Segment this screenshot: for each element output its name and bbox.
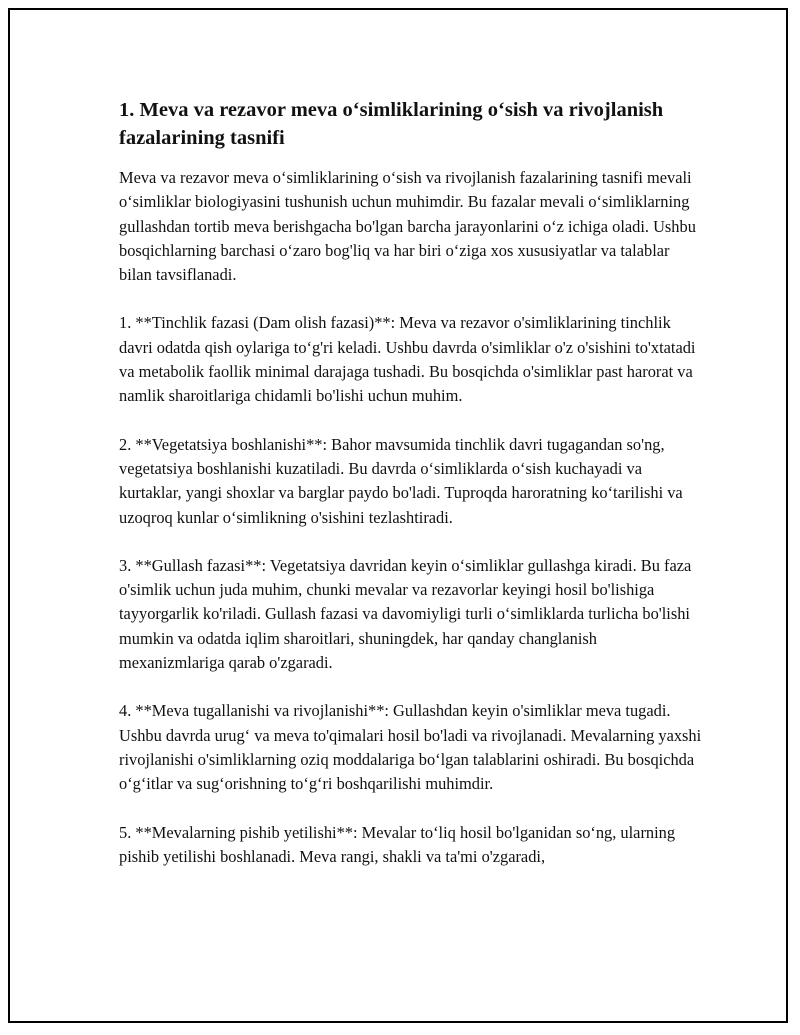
paragraph-fruit-set: 4. **Meva tugallanishi va rivojlanishi**: Gullashdan keyin o'simliklar meva tugadi. Ushbu davrda urug‘ va meva to'qimalari hosil bo'ladi va rivojlanadi. Mevalarning yaxshi rivojlanishi o'simliklarning oziq moddalariga bo‘lgan talablarini oshiradi. Bu bosqichda o‘g‘itlar va sug‘orishning to‘g‘ri boshqarilishi muhimdir. <box>119 701 702 794</box>
section-heading: 1. Meva va rezavor meva o‘simliklarining o‘sish va rivojlanish fazalarining tasnifi <box>119 99 664 149</box>
paragraph-fruit-ripening: 5. **Mevalarning pishib yetilishi**: Mevalar to‘liq hosil bo'lganidan so‘ng, ularning pishib yetilishi boshlanadi. Meva rangi, shakli va ta'mi o'zgaradi, <box>119 822 676 866</box>
document-body <box>119 96 704 869</box>
document-page <box>8 8 788 1023</box>
paragraph-vegetation-start: 2. **Vegetatsiya boshlanishi**: Bahor mavsumida tinchlik davri tugagandan so'ng, vegetatsiya boshlanishi kuzatiladi. Bu davrda o‘simliklarda o‘sish kuchayadi va kurtaklar, yangi shoxlar va barglar paydo bo'ladi. Tuproqda haroratning ko‘tarilishi va uzoqroq kunlar o‘simlikning o'sishini tezlashtiradi. <box>119 434 683 527</box>
paragraph-rest-phase: 1. **Tinchlik fazasi (Dam olish fazasi)**: Meva va rezavor o'simliklarining tinchlik davri odatda qish oylariga to‘g'ri keladi. Ushbu davrda o'simliklar o'z o'sishini to'xtatadi va metabolik faollik minimal darajaga tushadi. Bu bosqichda o'simliklar past harorat va namlik sharoitlariga chidamli bo'lishi uchun muhim. <box>119 313 696 406</box>
paragraph-flowering-phase: 3. **Gullash fazasi**: Vegetatsiya davridan keyin o‘simliklar gullashga kiradi. Bu faza o'simlik uchun juda muhim, chunki mevalar va rezavorlar keyingi hosil bo'lishiga tayyorgarlik ko'riladi. Gullash fazasi va davomiyligi turli o‘simliklarda turlicha bo'lishi mumkin va odatda iqlim sharoitlari, shuningdek, har qanday changlanish mexanizmlariga qarab o'zgaradi. <box>119 555 692 673</box>
intro-paragraph: Meva va rezavor meva o‘simliklarining o‘sish va rivojlanish fazalarining tasnifi mevali o‘simliklar biologiyasini tushunish uchun muhimdir. Bu fazalar mevali o‘simliklarning gullashdan tortib meva berishgacha bo'lgan barcha jarayonlarini o‘z ichiga oladi. Ushbu bosqichlarning barchasi o‘zaro bog'liq va har biri o‘ziga xos xususiyatlar va talablar bilan tavsiflanadi. <box>119 168 696 285</box>
